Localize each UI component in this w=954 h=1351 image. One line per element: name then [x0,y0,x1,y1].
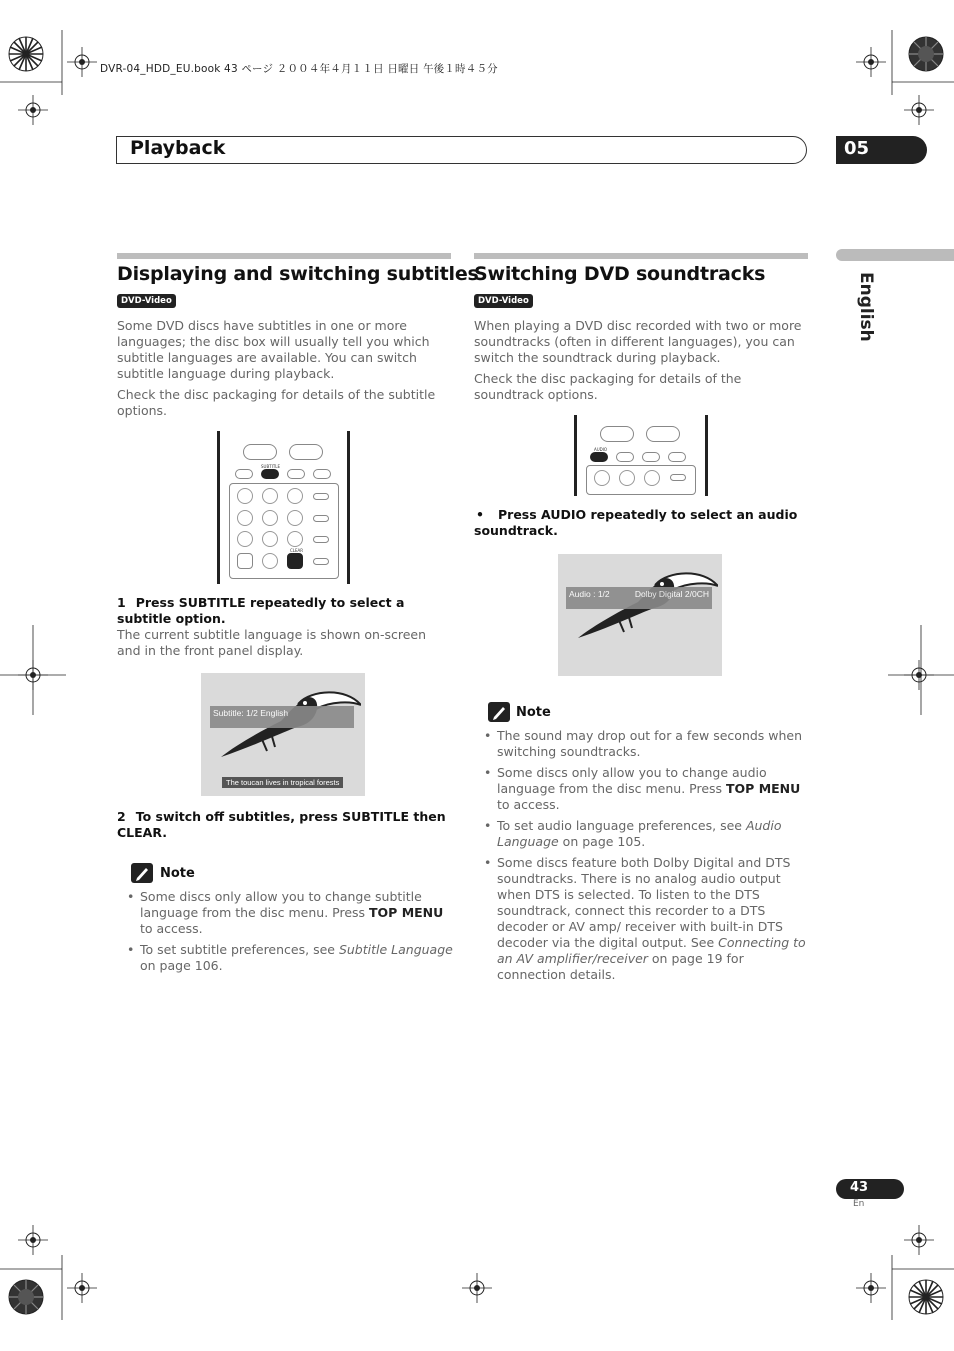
dvd-video-badge: DVD-Video [117,294,176,308]
subtitles-step-1-body: The current subtitle language is shown on-screen and in the front panel display. [117,627,427,658]
note-pencil-icon [131,863,153,883]
soundtracks-intro: When playing a DVD disc recorded with two or more soundtracks (often in different languages), you can switch the soundtrack during playback. [474,318,802,365]
color-bar-icon [8,36,44,72]
list-item: • Some discs only allow you to change audio language from the disc menu. Press TOP MENU to access. [484,765,810,813]
dvd-video-badge: DVD-Video [474,294,533,308]
subtitle-key-icon [261,469,279,479]
audio-osd-screen [558,554,722,676]
list-item: • To set audio language preferences, see Audio Language on page 105. [484,818,810,850]
subtitles-intro: Some DVD discs have subtitles in one or more languages; the disc box will usually tell you which subtitle languages are available. You can switch subtitle language during playback. [117,318,430,381]
color-bar-icon [908,36,944,72]
print-header: DVR-04_HDD_EU.book 43 ページ ２００４年４月１１日 日曜日 午後１時４５分 [100,63,498,75]
soundtracks-notes [484,728,810,988]
list-item: • The sound may drop out for a few seconds when switching soundtracks. [484,728,810,760]
page-number-tab [836,1179,904,1199]
subtitles-step-2: 2 To switch off subtitles, press SUBTITLE then CLEAR. [117,809,446,840]
soundtracks-intro-2: Check the disc packaging for details of the soundtrack options. [474,371,742,402]
language-tab [836,249,954,261]
note-title: Note [516,705,551,720]
soundtracks-heading: Switching DVD soundtracks [474,263,766,285]
section-rule [474,253,808,259]
subtitles-notes [127,889,453,979]
remote-illustration [217,431,350,584]
color-bar-icon [908,1279,944,1315]
section-rule [117,253,451,259]
language-label: English [856,272,876,342]
list-item: • Some discs feature both Dolby Digital and DTS soundtracks. There is no analog audio output when DTS is selected. To listen to the DTS soundtrack, connect this recorder to a DTS decoder or AV amp/ receiver with built-in DTS decoder via the digital output. See Connecting to an AV amplifier/receiver on page 19 for connection details. [484,855,810,983]
audio-osd-bar: Audio : 1/2 Dolby Digital 2/0CH [566,587,712,609]
subtitles-step-1: 1 Press SUBTITLE repeatedly to select a subtitle option. [117,595,405,626]
note-title: Note [160,866,195,881]
subtitle-caption: The toucan lives in tropical forests [222,777,343,788]
remote-illustration [574,415,708,496]
color-bar-icon [8,1279,44,1315]
subtitle-osd-screen [201,673,365,796]
clear-key-label: CLEAR [290,548,304,553]
audio-key-icon [590,452,608,462]
page-number: 43 [850,1180,869,1195]
subtitles-heading: Displaying and switching subtitles [117,263,479,285]
subtitles-intro-2: Check the disc packaging for details of the subtitle options. [117,387,436,418]
page-title: Playback [130,137,226,159]
page-language: En [853,1199,865,1209]
audio-key-label: AUDIO [594,447,608,452]
list-item: • Some discs only allow you to change subtitle language from the disc menu. Press TOP MENU to access. [127,889,453,937]
chapter-number: 05 [844,138,870,159]
list-item: • To set subtitle preferences, see Subtitle Language on page 106. [127,942,453,974]
subtitle-key-label: SUBTITLE [261,464,281,469]
clear-key-icon [287,553,303,569]
note-pencil-icon [488,702,510,722]
subtitle-osd-bar: Subtitle: 1/2 English [210,706,354,728]
soundtracks-step: • Press AUDIO repeatedly to select an audio soundtrack. [474,507,798,538]
